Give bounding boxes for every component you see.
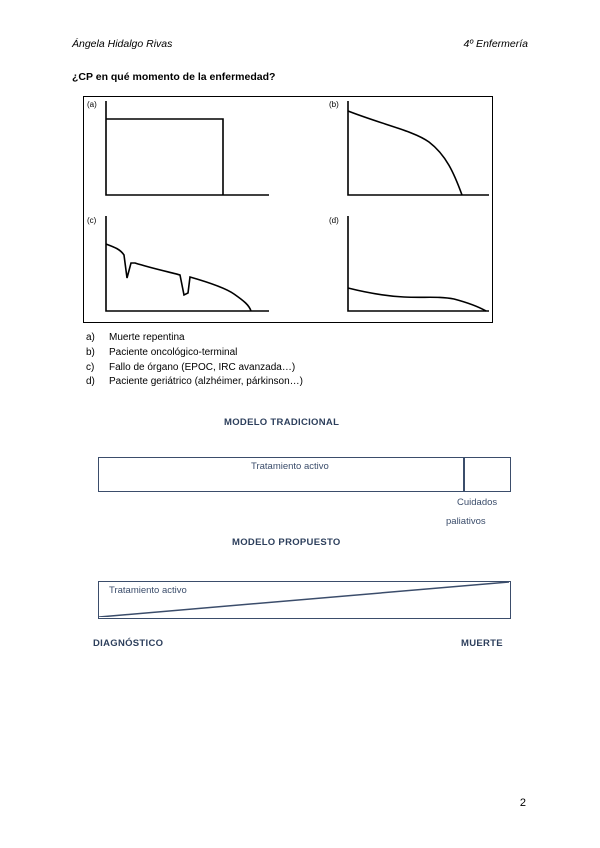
trajectory-svg bbox=[84, 97, 494, 324]
panel-label-a: (a) bbox=[87, 100, 97, 109]
option-c-marker: c) bbox=[86, 361, 95, 373]
option-b bbox=[86, 346, 303, 361]
panel-d-curve bbox=[348, 288, 486, 311]
palliative-label-line1: Cuidados bbox=[457, 497, 498, 508]
traditional-model-bar bbox=[98, 457, 511, 492]
traditional-model-divider bbox=[463, 458, 465, 491]
option-a bbox=[86, 331, 303, 346]
diagnosis-label: DIAGNÓSTICO bbox=[93, 638, 164, 649]
proposed-model-bar bbox=[98, 581, 511, 619]
question-heading: ¿CP en qué momento de la enfermedad? bbox=[72, 71, 276, 83]
options-list bbox=[86, 331, 303, 390]
panel-a-axes bbox=[106, 101, 269, 195]
panel-d bbox=[348, 216, 489, 311]
panel-label-b: (b) bbox=[329, 100, 339, 109]
traditional-active-label: Tratamiento activo bbox=[251, 461, 329, 472]
option-d-marker: d) bbox=[86, 376, 95, 388]
option-b-text: Paciente oncológico-terminal bbox=[109, 346, 238, 358]
option-c bbox=[86, 361, 303, 376]
traditional-model-title: MODELO TRADICIONAL bbox=[224, 417, 340, 428]
panel-label-c: (c) bbox=[87, 216, 97, 225]
header-course: 4º Enfermería bbox=[463, 38, 528, 50]
panel-label-d: (d) bbox=[329, 216, 339, 225]
option-b-marker: b) bbox=[86, 346, 95, 358]
panel-b-axes bbox=[348, 101, 489, 195]
panel-c bbox=[106, 216, 269, 311]
header-author: Ángela Hidalgo Rivas bbox=[72, 38, 173, 50]
panel-c-curve bbox=[106, 244, 251, 311]
page-number: 2 bbox=[519, 797, 526, 809]
option-d bbox=[86, 375, 303, 390]
proposed-active-label: Tratamiento activo bbox=[109, 585, 187, 596]
death-label: MUERTE bbox=[461, 638, 503, 649]
proposed-model-title: MODELO PROPUESTO bbox=[232, 537, 341, 548]
option-d-text: Paciente geriátrico (alzhéimer, párkinson…) bbox=[109, 376, 303, 388]
panel-a bbox=[106, 101, 269, 195]
palliative-label-line2: paliativos bbox=[446, 516, 486, 527]
panel-a-curve bbox=[106, 119, 223, 195]
trajectory-figure bbox=[83, 96, 493, 323]
option-a-text: Muerte repentina bbox=[109, 332, 185, 343]
option-c-text: Fallo de órgano (EPOC, IRC avanzada…) bbox=[109, 361, 296, 373]
panel-b-curve bbox=[348, 111, 462, 195]
panel-b bbox=[348, 101, 489, 195]
option-a-marker: a) bbox=[86, 332, 95, 343]
